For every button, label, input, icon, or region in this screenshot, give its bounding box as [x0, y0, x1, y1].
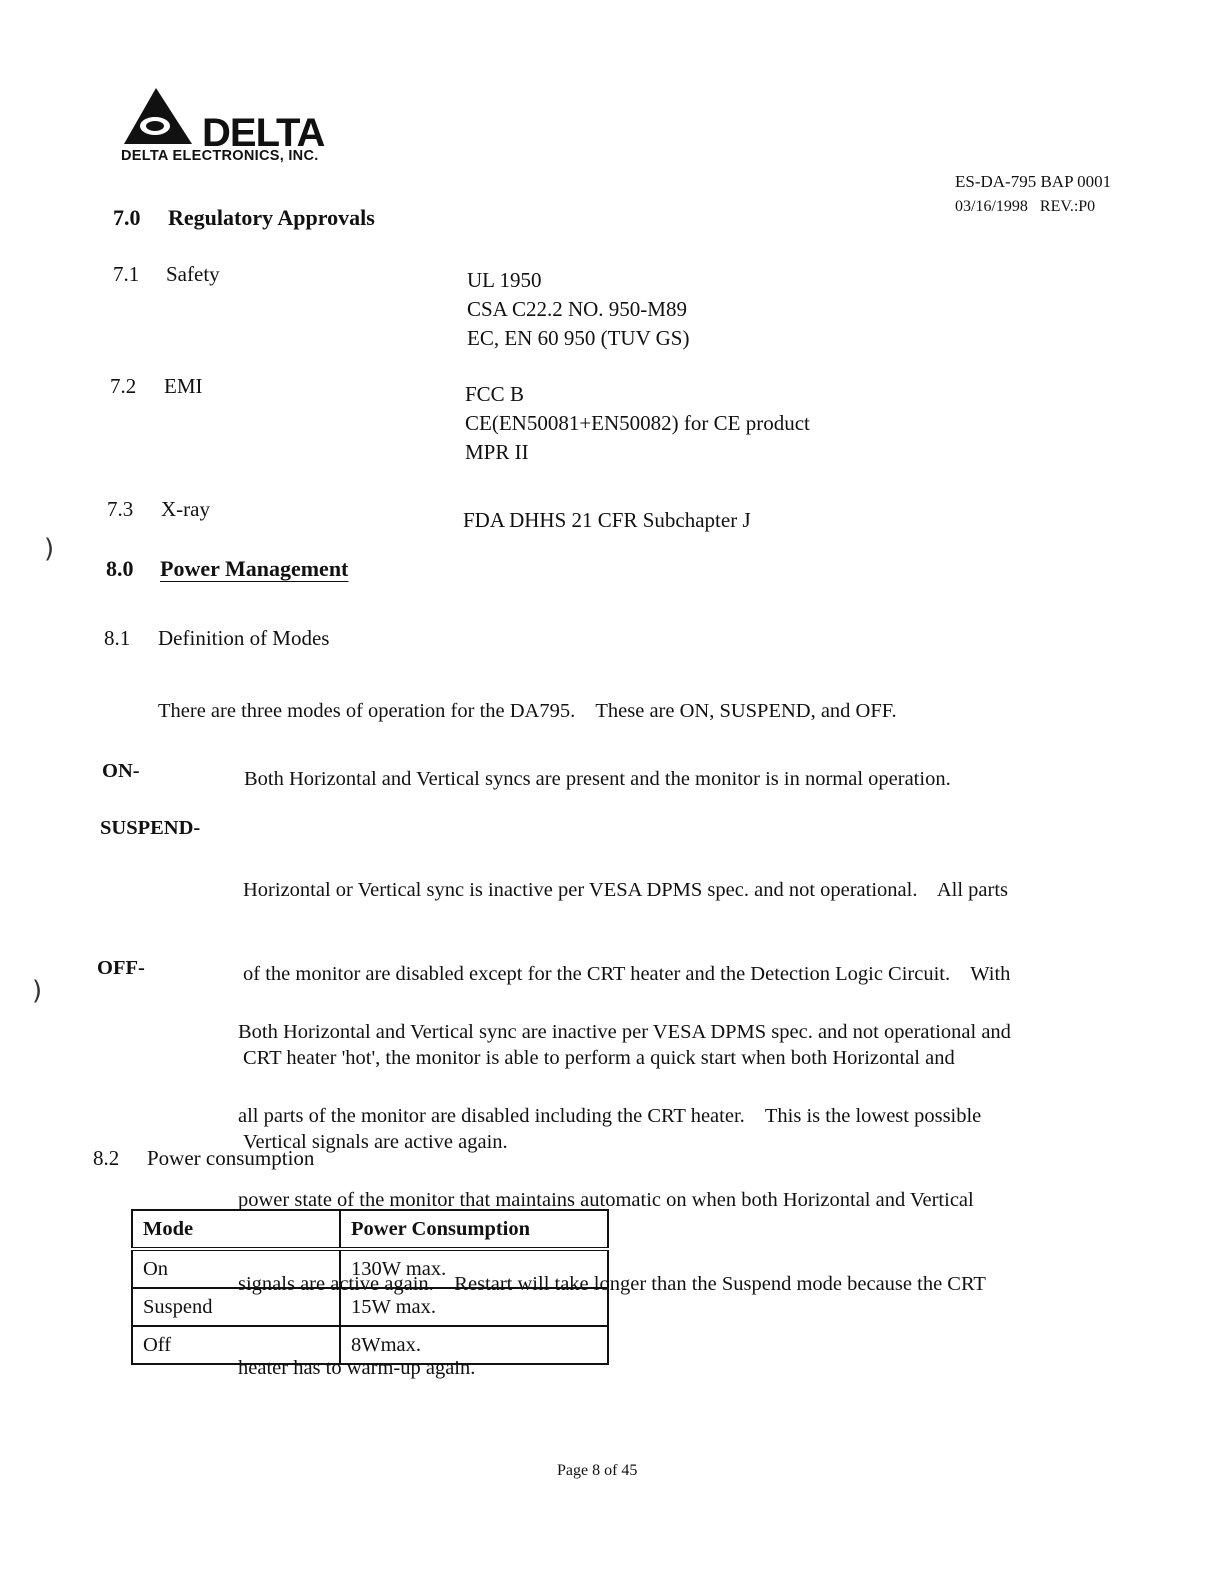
company-name: DELTA ELECTRONICS, INC. — [121, 148, 319, 164]
mode-term-suspend: SUSPEND- — [100, 817, 201, 839]
desc-line: Vertical signals are active again. — [243, 1131, 508, 1153]
desc-line: Both Horizontal and Vertical sync are inactive per VESA DPMS spec. and not operational and — [238, 1021, 1011, 1043]
desc-line: Horizontal or Vertical sync is inactive per VESA DPMS spec. and not operational. All parts — [243, 879, 1009, 901]
table-header-power: Power Consumption — [340, 1210, 608, 1249]
value-line: FCC B — [465, 382, 524, 406]
desc-line: signals are active again. Restart will take longer than the Suspend mode because the CRT — [238, 1273, 986, 1295]
desc-line: CRT heater 'hot', the monitor is able to perform a quick start when both Horizontal and — [243, 1047, 955, 1069]
desc-line: Both Horizontal and Vertical syncs are present and the monitor is in normal operation. — [244, 768, 951, 790]
document-id: ES-DA-795 BAP 0001 — [955, 172, 1112, 191]
section-number: 7.0 — [113, 205, 141, 230]
item-number: 7.1 — [113, 262, 140, 286]
desc-line: of the monitor are disabled except for the CRT heater and the Detection Logic Circuit. With — [243, 963, 1011, 985]
mode-term-off: OFF- — [97, 957, 145, 979]
value-line: FDA DHHS 21 CFR Subchapter J — [463, 508, 751, 532]
value-line: UL 1950 — [467, 268, 542, 292]
item-number: 7.3 — [107, 497, 134, 521]
item-number: 7.2 — [110, 374, 137, 398]
document-date: 03/16/1998 — [955, 198, 1028, 215]
subsection-number: 8.1 — [104, 626, 131, 650]
subsection-title: Definition of Modes — [158, 626, 330, 650]
section-7-heading — [113, 205, 375, 231]
table-cell-power: 8Wmax. — [340, 1326, 608, 1364]
section-title: Regulatory Approvals — [168, 205, 375, 230]
desc-line: heater has to warm-up again. — [238, 1357, 476, 1379]
item-7-3 — [107, 497, 210, 522]
document-revision: REV.:P0 — [1039, 198, 1096, 215]
table-row — [132, 1326, 608, 1364]
page-number: Page 8 of 45 — [557, 1462, 638, 1479]
table-cell-power: 15W max. — [340, 1288, 608, 1326]
brand-wordmark: DELTA — [202, 111, 325, 150]
item-7-1-values — [467, 266, 689, 353]
table-cell-mode: On — [132, 1249, 340, 1288]
table-cell-power: 130W max. — [340, 1249, 608, 1288]
power-consumption-table — [131, 1209, 609, 1365]
value-line: MPR II — [465, 440, 529, 464]
mode-desc-on — [244, 765, 951, 793]
desc-line: power state of the monitor that maintains automatic on when both Horizontal and Vertical — [238, 1189, 974, 1211]
subsection-8-1 — [104, 626, 329, 651]
scan-mark: ) — [32, 976, 43, 1006]
table-row — [132, 1288, 608, 1326]
scan-mark: ) — [44, 534, 55, 564]
table-cell-mode: Suspend — [132, 1288, 340, 1326]
desc-line: all parts of the monitor are disabled including the CRT heater. This is the lowest possible — [238, 1105, 982, 1127]
delta-triangle-icon — [122, 86, 362, 150]
value-line: CE(EN50081+EN50082) for CE product — [465, 411, 810, 435]
section-title: Power Management — [160, 556, 349, 581]
item-7-3-values — [463, 506, 751, 535]
document-date-revision — [955, 198, 1095, 216]
table-header-row — [132, 1210, 608, 1249]
item-label: Safety — [166, 262, 220, 286]
table-row — [132, 1249, 608, 1288]
item-7-2-values — [465, 380, 810, 467]
table-cell-mode: Off — [132, 1326, 340, 1364]
subsection-number: 8.2 — [93, 1146, 120, 1170]
value-line: CSA C22.2 NO. 950-M89 — [467, 297, 687, 321]
mode-term-on: ON- — [102, 760, 140, 782]
item-7-1 — [113, 262, 220, 287]
item-7-2 — [110, 374, 203, 399]
section-8-heading — [106, 556, 348, 582]
subsection-8-2 — [93, 1146, 314, 1171]
item-label: EMI — [164, 374, 203, 398]
section-number: 8.0 — [106, 556, 134, 581]
table-header-mode: Mode — [132, 1210, 340, 1249]
subsection-title: Power consumption — [147, 1146, 315, 1170]
item-label: X-ray — [161, 497, 210, 521]
value-line: EC, EN 60 950 (TUV GS) — [467, 326, 690, 350]
modes-intro: There are three modes of operation for the DA795. These are ON, SUSPEND, and OFF. — [158, 700, 897, 722]
